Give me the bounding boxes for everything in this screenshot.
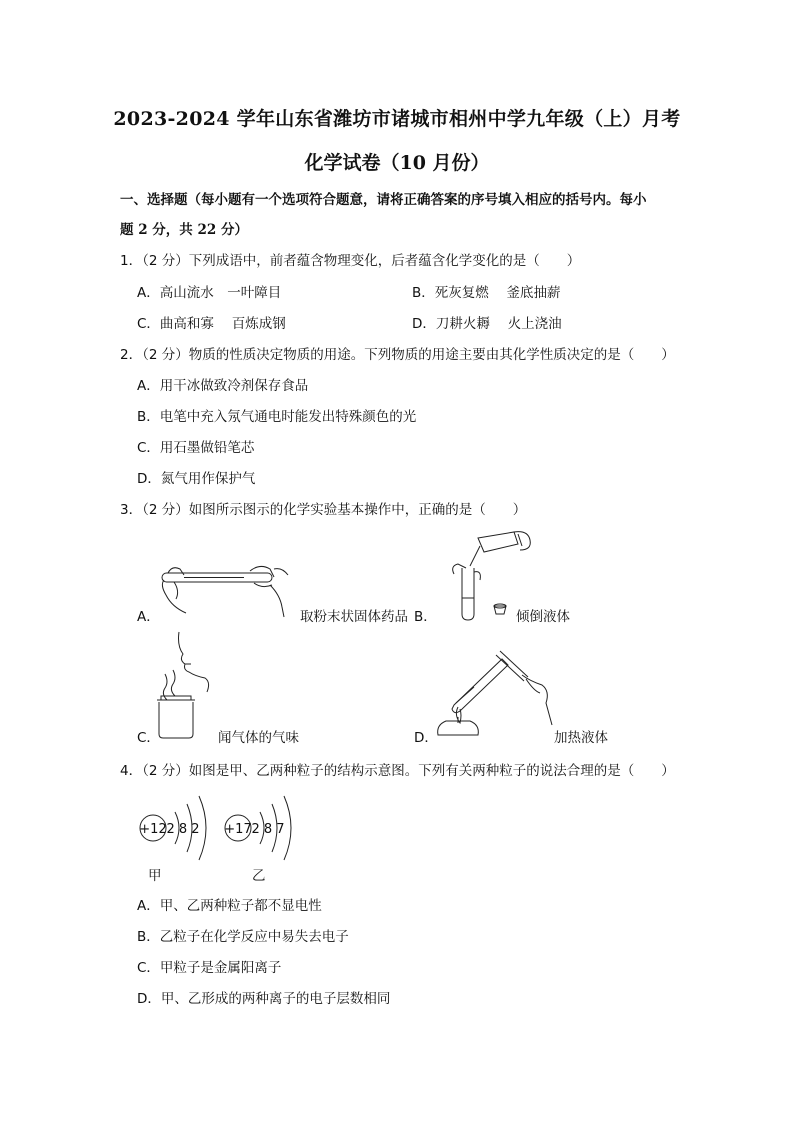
q4-stem: 4．（2 分）如图是甲、乙两种粒子的结构示意图。下列有关两种粒子的说法合理的是（ ）	[120, 763, 675, 779]
q1-option-a: A．高山流水 一叶障目	[137, 285, 282, 301]
q2-stem: 2．（2 分）物质的性质决定物质的用途。下列物质的用途主要由其化学性质决定的是（ ）	[120, 347, 675, 363]
q3-option-c-letter: C．	[137, 730, 160, 746]
section-heading-line1: 一、选择题（每小题有一个选项符合题意，请将正确答案的序号填入相应的括号内。每小	[120, 192, 647, 208]
q4-option-b: B．乙粒子在化学反应中易失去电子	[137, 929, 349, 945]
q1-stem: 1．（2 分）下列成语中，前者蕴含物理变化，后者蕴含化学变化的是（ ）	[120, 253, 581, 269]
atom2-nucleus: +17	[224, 822, 252, 837]
q3-option-d-caption: 加热液体	[554, 730, 608, 746]
q2-option-a: A．用干冰做致冷剂保存食品	[137, 378, 309, 394]
section-heading-line2: 题 2 分，共 22 分）	[120, 222, 248, 238]
q3-option-b-letter: B．	[414, 609, 437, 625]
q3-option-c-caption: 闻气体的气味	[218, 730, 299, 746]
q3-option-a-caption: 取粉末状固体药品	[300, 609, 408, 625]
q4-option-d: D．甲、乙形成的两种离子的电子层数相同	[137, 991, 391, 1007]
powder-test-tube-figure	[150, 555, 300, 617]
q2-option-d: D．氮气用作保护气	[137, 471, 256, 487]
exam-title-line2: 化学试卷（10 月份）	[304, 152, 490, 174]
atom-structure-jia-figure	[137, 790, 217, 870]
atom1-shells: 2 8 2	[166, 822, 200, 837]
q3-option-a-letter: A．	[137, 609, 160, 625]
exam-title-line1: 2023-2024 学年山东省潍坊市诸城市相州中学九年级（上）月考	[113, 108, 681, 130]
atom2-shells: 2 8 7	[251, 822, 285, 837]
q4-option-a: A．甲、乙两种粒子都不显电性	[137, 898, 322, 914]
q1-option-d: D．刀耕火耨 火上浇油	[412, 316, 562, 332]
q2-option-b: B．电笔中充入氖气通电时能发出特殊颜色的光	[137, 409, 417, 425]
q3-option-b-caption: 倾倒液体	[516, 609, 570, 625]
atom-structure-yi-figure	[222, 790, 302, 870]
heating-liquid-figure	[434, 645, 554, 743]
q4-option-c: C．甲粒子是金属阳离子	[137, 960, 282, 976]
q3-option-d-letter: D．	[414, 730, 438, 746]
q2-option-c: C．用石墨做铅笔芯	[137, 440, 255, 456]
atom1-name: 甲	[148, 868, 162, 884]
atom2-name: 乙	[252, 868, 266, 884]
atom1-nucleus: +12	[139, 822, 167, 837]
q1-option-b: B．死灰复燃 釜底抽薪	[412, 285, 561, 301]
q3-stem: 3．（2 分）如图所示图示的化学实验基本操作中，正确的是（ ）	[120, 502, 527, 518]
q1-option-c: C．曲高和寡 百炼成钢	[137, 316, 286, 332]
smelling-gas-figure	[155, 630, 215, 740]
